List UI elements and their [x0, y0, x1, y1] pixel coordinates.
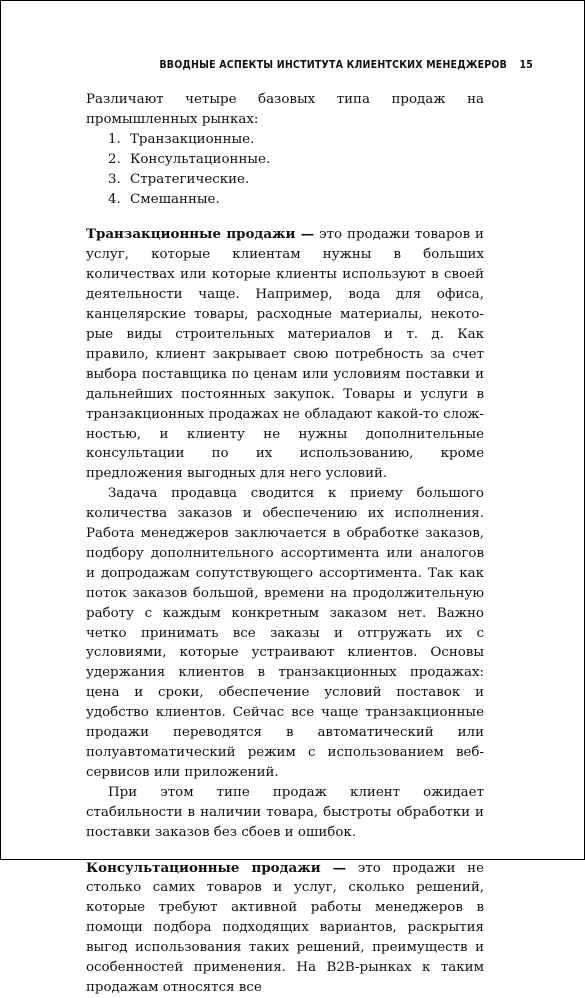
section-gap: [86, 843, 484, 859]
list-item: 3. Стратегические.: [108, 171, 250, 187]
list-item: 1. Транзакционные.: [108, 131, 255, 147]
consulting-paragraph-1: Консультационные продажи — это продажи не столько самих товаров и услуг, сколько решений, которые требуют активной работы менеджеров в помощи подбора подходящих вариантов, раскрытия выгод использования таких решений, преимуществ и особенностей применения. На B2B-рынках к таким продажам относятся все: [86, 859, 484, 995]
transactional-term: Транзакционные продажи —: [86, 226, 315, 243]
chapter-title: ВВОДНЫЕ АСПЕКТЫ ИНСТИТУТА КЛИЕНТСКИХ МЕНЕДЖЕРОВ: [159, 59, 507, 71]
transactional-paragraph-1: Транзакционные продажи — это продажи товаров и услуг, которые клиентам нужны в больших количествах или которые клиенты используют в своей деятельности чаще. Например, вода для офиса, канцелярские товары, расходные материалы, некоторые виды строительных материалов и т. д. Как правило, клиент закрывает свою потребность за счет выбора поставщика по ценам или условиям поставки и дальнейших постоянных закупок. Товары и услуги в транзакционных продажах не обладают какой-то сложностью, и клиенту не нужны дополнительные консультации по их использованию, кроме предложения выгодных для него условий.: [86, 226, 484, 482]
list-item: 4. Смешанные.: [108, 191, 220, 207]
page-number: 15: [519, 59, 533, 71]
transactional-paragraph-2: Задача продавца сводится к приему большого количества заказов и обеспечению их исполнения. Работа менеджеров заключается в обработке заказов, подбору дополнительного ассортимента или аналогов и допродажам сопутствующего ассортимента. Так как поток заказов большой, времени на продолжительную работу с каждым конкретным заказом нет. Важно четко принимать все заказы и отгружать их с условиями, которые устраивают клиентов. Основы удержания клиентов в транзакционных продажах: цена и сроки, обеспечение условий поставок и удобство клиентов. Сейчас все чаще транзакционные продажи переводятся в автоматический или полуавтоматический режим с использованием веб-сервисов или приложений.: [86, 486, 484, 780]
consulting-term: Консультационные продажи —: [86, 859, 347, 876]
transactional-paragraph-3: При этом типе продаж клиент ожидает стабильности в наличии товара, быстроты обработки и поставки заказов без сбоев и ошибок.: [86, 784, 484, 840]
running-header: [1, 59, 533, 71]
list-item: 2. Консультационные.: [108, 151, 271, 167]
sales-types-list: [86, 130, 484, 210]
intro-paragraph: Различают четыре базовых типа продаж на промышленных рынках:: [86, 92, 484, 127]
page-body: [86, 90, 484, 998]
